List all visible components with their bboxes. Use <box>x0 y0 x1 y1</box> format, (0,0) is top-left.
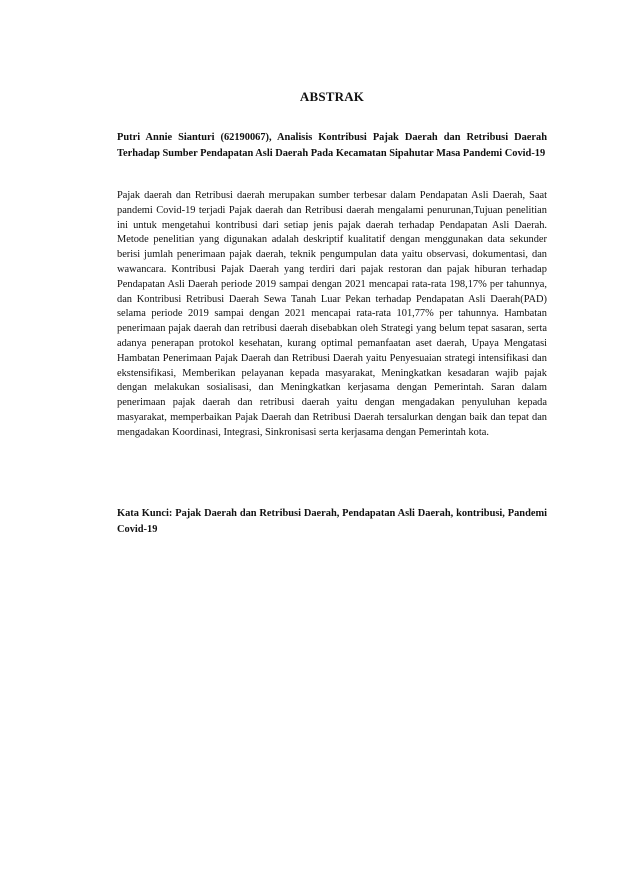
author-title-line: Putri Annie Sianturi (62190067), Analisis Kontribusi Pajak Daerah dan Retribusi Daerah Terhadap Sumber Pendapatan Asli Daerah Pada Kecamatan Sipahutar Masa Pandemi Covid-19 <box>117 132 547 159</box>
keywords: Kata Kunci: Pajak Daerah dan Retribusi Daerah, Pendapatan Asli Daerah, kontribusi, Pandemi Covid-19 <box>117 508 547 535</box>
page-title: ABSTRAK <box>299 89 365 104</box>
abstract-body: Pajak daerah dan Retribusi daerah merupakan sumber terbesar dalam Pendapatan Asli Daerah, Saat pandemi Covid-19 terjadi Pajak daerah dan Retribusi daerah mengalami penurunan,Tujuan penelitian ini untuk mengetahui kontribusi dari setiap jenis pajak daerah terhadap Pendapatan Asli Daerah. Metode penelitian yang digunakan adalah deskriptif kualitatif dengan menggunakan data sekunder berisi jumlah penerimaan pajak daerah, teknik pengumpulan data yaitu observasi, dokumentasi, dan wawancara. Kontribusi Pajak Daerah yang terdiri dari pajak restoran dan pajak hiburan terhadap Pendapatan Asli Daerah periode 2019 sampai dengan 2021 mencapai rata-rata 198,17% per tahunnya, dan Kontribusi Retribusi Daerah Sewa Tanah Luar Pekan terhadap Pendapatan Asli Daerah(PAD) selama periode 2019 sampai dengan 2021 mencapai rata-rata 101,77% per tahunnya. Hambatan penerimaan pajak daerah dan retribusi daerah disebabkan oleh Strategi yang belum tepat sasaran, serta adanya penerapan protokol kesehatan, kurang optimal pemanfaatan aset daerah, Upaya Mengatasi Hambatan Penerimaan Pajak Daerah dan Retribusi Daerah yaitu Penyesuaian strategi intensifikasi dan ekstensifikasi, Memberikan pelayanan kepada masyarakat, Meningkatkan kesadaran wajib pajak dengan melakukan sosialisasi, dan Meningkatkan kerjasama dengan Pemerintah. Saran dalam penerimaan pajak daerah dan retribusi daerah yaitu dengan mengadakan penyuluhan kepada masyarakat, memperbaikan Pajak Daerah dan Retribusi Daerah tersalurkan dengan baik dan tepat dan mengadakan Koordinasi, Integrasi, Sinkronisasi serta kerjasama dengan Pemerintah kota. <box>117 190 547 438</box>
